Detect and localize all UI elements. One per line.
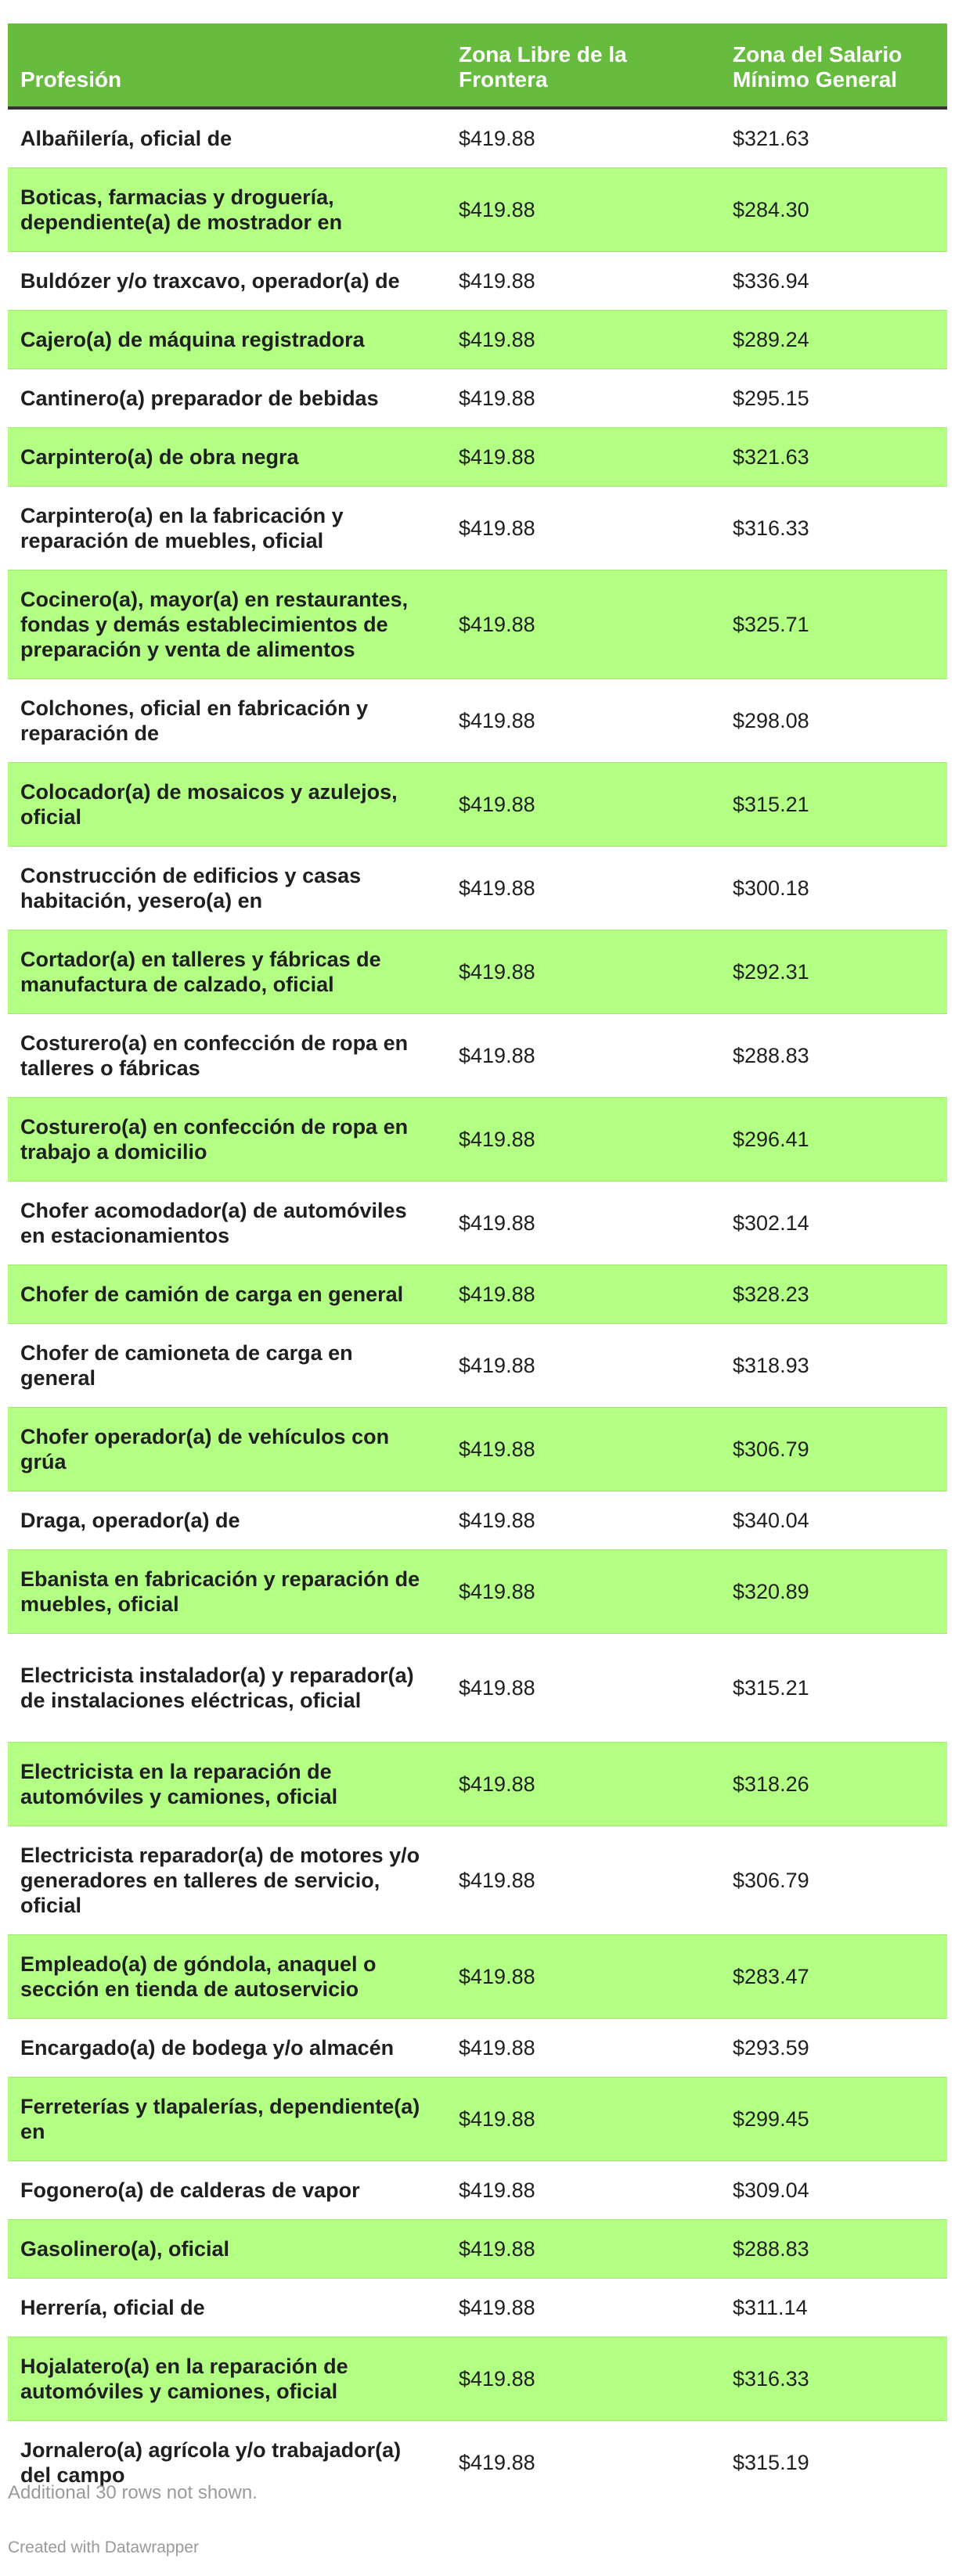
- table-row: [8, 1408, 947, 1491]
- zona-general-cell: $321.63: [720, 428, 947, 487]
- zona-general-cell: $321.63: [720, 108, 947, 168]
- zona-libre-cell: $419.88: [446, 930, 720, 1014]
- profesion-cell: Colchones, oficial en fabricación y reparación de: [8, 679, 446, 763]
- zona-libre-cell: $419.88: [446, 108, 720, 168]
- profesion-cell: Costurero(a) en confección de ropa en talleres o fábricas: [8, 1014, 446, 1098]
- profesion-cell: Cajero(a) de máquina registradora: [8, 311, 446, 369]
- zona-general-cell: $289.24: [720, 311, 947, 369]
- zona-libre-cell: $419.88: [446, 1265, 720, 1324]
- profesion-cell: Cortador(a) en talleres y fábricas de manufactura de calzado, oficial: [8, 930, 446, 1014]
- zona-general-cell: $292.31: [720, 930, 947, 1014]
- column-header-zona-general[interactable]: Zona del Salario Mínimo General: [720, 23, 947, 108]
- table-row: [8, 1265, 947, 1324]
- zona-libre-cell: $419.88: [446, 763, 720, 847]
- table-row: [8, 1550, 947, 1634]
- table-row: [8, 1182, 947, 1265]
- table-row: [8, 1634, 947, 1743]
- datawrapper-credit: Created with Datawrapper: [8, 2538, 199, 2556]
- table-row: [8, 930, 947, 1014]
- zona-libre-cell: $419.88: [446, 2019, 720, 2078]
- zona-libre-cell: $419.88: [446, 2161, 720, 2220]
- profesion-cell: Chofer de camioneta de carga en general: [8, 1324, 446, 1408]
- zona-libre-cell: $419.88: [446, 1182, 720, 1265]
- table-row: [8, 2279, 947, 2337]
- zona-general-cell: $299.45: [720, 2078, 947, 2161]
- profesion-cell: Cantinero(a) preparador de bebidas: [8, 369, 446, 428]
- zona-general-cell: $315.21: [720, 1634, 947, 1743]
- table-row: [8, 1826, 947, 1935]
- table-row: [8, 2078, 947, 2161]
- zona-libre-cell: $419.88: [446, 1743, 720, 1826]
- zona-general-cell: $296.41: [720, 1098, 947, 1182]
- profesion-cell: Albañilería, oficial de: [8, 108, 446, 168]
- zona-libre-cell: $419.88: [446, 2279, 720, 2337]
- table-row: [8, 311, 947, 369]
- profesion-cell: Chofer operador(a) de vehículos con grúa: [8, 1408, 446, 1491]
- zona-general-cell: $311.14: [720, 2279, 947, 2337]
- profesion-cell: Colocador(a) de mosaicos y azulejos, oficial: [8, 763, 446, 847]
- profesion-cell: Draga, operador(a) de: [8, 1491, 446, 1550]
- zona-libre-cell: $419.88: [446, 847, 720, 930]
- zona-general-cell: $309.04: [720, 2161, 947, 2220]
- rows-not-shown-note: Additional 30 rows not shown.: [8, 2482, 258, 2503]
- zona-libre-cell: $419.88: [446, 1634, 720, 1743]
- zona-general-cell: $320.89: [720, 1550, 947, 1634]
- profesion-cell: Hojalatero(a) en la reparación de automóviles y camiones, oficial: [8, 2337, 446, 2421]
- zona-libre-cell: $419.88: [446, 311, 720, 369]
- profesion-cell: Encargado(a) de bodega y/o almacén: [8, 2019, 446, 2078]
- column-header-profesion[interactable]: Profesión: [8, 23, 446, 108]
- profesion-cell: Ebanista en fabricación y reparación de muebles, oficial: [8, 1550, 446, 1634]
- table-row: [8, 847, 947, 930]
- table-row: [8, 2019, 947, 2078]
- zona-libre-cell: $419.88: [446, 428, 720, 487]
- zona-general-cell: $284.30: [720, 168, 947, 252]
- zona-libre-cell: $419.88: [446, 679, 720, 763]
- table-row: [8, 1014, 947, 1098]
- zona-general-cell: $316.33: [720, 2337, 947, 2421]
- column-header-zona-libre[interactable]: Zona Libre de la Frontera: [446, 23, 720, 108]
- zona-general-cell: $315.19: [720, 2421, 947, 2505]
- profesion-cell: Chofer acomodador(a) de automóviles en estacionamientos: [8, 1182, 446, 1265]
- zona-libre-cell: $419.88: [446, 487, 720, 570]
- zona-libre-cell: $419.88: [446, 1408, 720, 1491]
- zona-libre-cell: $419.88: [446, 2220, 720, 2279]
- zona-general-cell: $293.59: [720, 2019, 947, 2078]
- zona-libre-cell: $419.88: [446, 1935, 720, 2019]
- zona-general-cell: $302.14: [720, 1182, 947, 1265]
- table-row: [8, 428, 947, 487]
- zona-libre-cell: $419.88: [446, 1550, 720, 1634]
- zona-general-cell: $325.71: [720, 570, 947, 679]
- profesion-cell: Construcción de edificios y casas habitación, yesero(a) en: [8, 847, 446, 930]
- table-row: [8, 570, 947, 679]
- profesion-cell: Electricista instalador(a) y reparador(a) de instalaciones eléctricas, oficial: [8, 1634, 446, 1743]
- table-row: [8, 2161, 947, 2220]
- profesion-cell: Cocinero(a), mayor(a) en restaurantes, fondas y demás establecimientos de preparación y venta de alimentos: [8, 570, 446, 679]
- zona-libre-cell: $419.88: [446, 1014, 720, 1098]
- zona-general-cell: $315.21: [720, 763, 947, 847]
- zona-general-cell: $318.93: [720, 1324, 947, 1408]
- zona-libre-cell: $419.88: [446, 1826, 720, 1935]
- profesion-cell: Buldózer y/o traxcavo, operador(a) de: [8, 252, 446, 311]
- profesion-cell: Jornalero(a) agrícola y/o trabajador(a) del campo: [8, 2421, 446, 2505]
- zona-libre-cell: $419.88: [446, 1491, 720, 1550]
- profesion-cell: Herrería, oficial de: [8, 2279, 446, 2337]
- table-row: [8, 108, 947, 168]
- table-row: [8, 1743, 947, 1826]
- zona-libre-cell: $419.88: [446, 252, 720, 311]
- profesion-cell: Costurero(a) en confección de ropa en trabajo a domicilio: [8, 1098, 446, 1182]
- table-row: [8, 1098, 947, 1182]
- table-row: [8, 168, 947, 252]
- profesion-cell: Boticas, farmacias y droguería, dependiente(a) de mostrador en: [8, 168, 446, 252]
- table-row: [8, 1935, 947, 2019]
- profesion-cell: Electricista reparador(a) de motores y/o generadores en talleres de servicio, oficial: [8, 1826, 446, 1935]
- zona-libre-cell: $419.88: [446, 369, 720, 428]
- profesion-cell: Chofer de camión de carga en general: [8, 1265, 446, 1324]
- table-row: [8, 679, 947, 763]
- zona-libre-cell: $419.88: [446, 2078, 720, 2161]
- zona-libre-cell: $419.88: [446, 1324, 720, 1408]
- profesion-cell: Electricista en la reparación de automóviles y camiones, oficial: [8, 1743, 446, 1826]
- zona-libre-cell: $419.88: [446, 2421, 720, 2505]
- zona-general-cell: $328.23: [720, 1265, 947, 1324]
- zona-general-cell: $300.18: [720, 847, 947, 930]
- wage-table: [8, 23, 947, 2504]
- profesion-cell: Ferreterías y tlapalerías, dependiente(a) en: [8, 2078, 446, 2161]
- zona-general-cell: $340.04: [720, 1491, 947, 1550]
- zona-general-cell: $336.94: [720, 252, 947, 311]
- zona-libre-cell: $419.88: [446, 2337, 720, 2421]
- zona-libre-cell: $419.88: [446, 1098, 720, 1182]
- profesion-cell: Gasolinero(a), oficial: [8, 2220, 446, 2279]
- table-row: [8, 487, 947, 570]
- profesion-cell: Empleado(a) de góndola, anaquel o sección en tienda de autoservicio: [8, 1935, 446, 2019]
- profesion-cell: Carpintero(a) de obra negra: [8, 428, 446, 487]
- profesion-cell: Carpintero(a) en la fabricación y reparación de muebles, oficial: [8, 487, 446, 570]
- zona-general-cell: $306.79: [720, 1408, 947, 1491]
- table-row: [8, 2337, 947, 2421]
- table-header: [8, 23, 947, 108]
- zona-general-cell: $283.47: [720, 1935, 947, 2019]
- zona-libre-cell: $419.88: [446, 168, 720, 252]
- table-row: [8, 369, 947, 428]
- header-row: [8, 23, 947, 108]
- profesion-cell: Fogonero(a) de calderas de vapor: [8, 2161, 446, 2220]
- zona-general-cell: $295.15: [720, 369, 947, 428]
- table-row: [8, 763, 947, 847]
- zona-general-cell: $288.83: [720, 2220, 947, 2279]
- zona-general-cell: $288.83: [720, 1014, 947, 1098]
- table-row: [8, 1491, 947, 1550]
- zona-libre-cell: $419.88: [446, 570, 720, 679]
- zona-general-cell: $306.79: [720, 1826, 947, 1935]
- table-row: [8, 1324, 947, 1408]
- table-row: [8, 2220, 947, 2279]
- table-body: [8, 108, 947, 2504]
- table-row: [8, 252, 947, 311]
- zona-general-cell: $298.08: [720, 679, 947, 763]
- zona-general-cell: $316.33: [720, 487, 947, 570]
- zona-general-cell: $318.26: [720, 1743, 947, 1826]
